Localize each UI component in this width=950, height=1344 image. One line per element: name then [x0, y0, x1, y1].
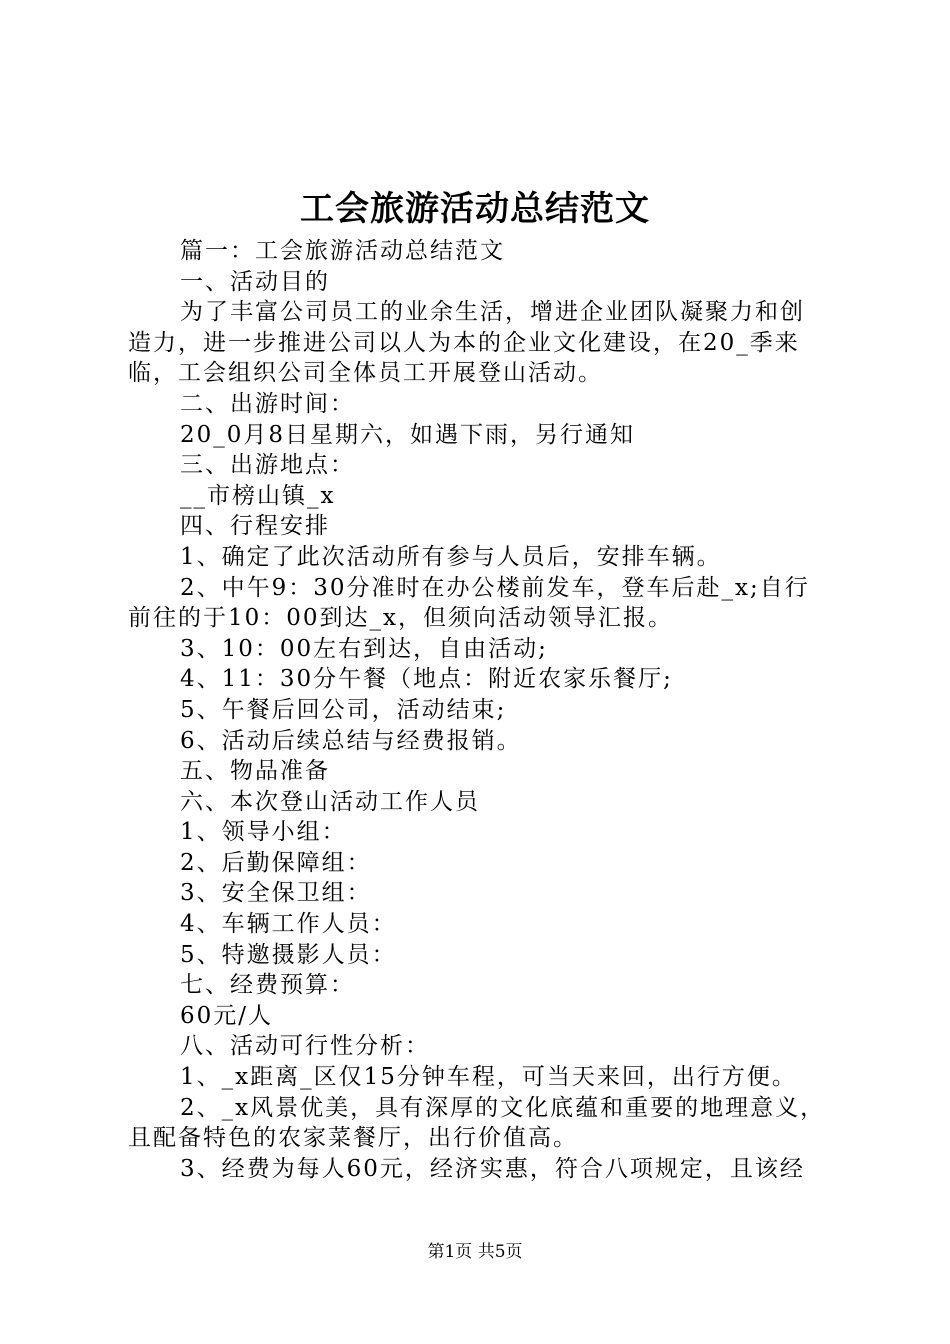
body-line: 4、车辆工作人员：	[180, 911, 397, 938]
body-line: 篇一：工会旅游活动总结范文	[180, 238, 505, 264]
body-line: 1、确定了此次活动所有参与人员后，安排车辆。	[180, 543, 722, 570]
body-line: 一、活动目的	[180, 268, 330, 295]
document-title: 工会旅游活动总结范文	[300, 189, 650, 229]
body-line: 4、11：30分午餐（地点：附近农家乐餐厅;	[180, 666, 673, 693]
body-line: 60元/人	[180, 1002, 274, 1029]
body-line: 前往的于10：00到达_x，但须向活动领导汇报。	[128, 605, 674, 632]
body-line: 四、行程安排	[180, 513, 330, 540]
body-line: 2、后勤保障组：	[180, 849, 372, 876]
body-line: 3、安全保卫组：	[180, 880, 372, 907]
body-line: 6、活动后续总结与经费报销。	[180, 727, 522, 754]
body-line: 五、物品准备	[180, 758, 330, 785]
body-line: 八、活动可行性分析：	[180, 1033, 430, 1060]
body-line: 2、_x风景优美，具有深厚的文化底蕴和重要的地理意义，	[180, 1094, 826, 1121]
body-line: 2、中午9：30分准时在办公楼前发车，登车后赴_x;自行	[180, 574, 810, 601]
body-line: 5、午餐后回公司，活动结束;	[180, 696, 507, 723]
body-line: 3、经费为每人60元，经济实惠，符合八项规定，且该经	[180, 1155, 805, 1182]
body-line: 临，工会组织公司全体员工开展登山活动。	[128, 360, 603, 387]
body-line: 七、经费预算：	[180, 972, 355, 999]
body-line: 5、特邀摄影人员：	[180, 941, 397, 968]
body-line: 造力，进一步推进公司以人为本的企业文化建设，在20_季来	[128, 329, 800, 356]
body-line: 20_0月8日星期六，如遇下雨，另行通知	[180, 421, 636, 448]
body-line: 1、领导小组：	[180, 819, 347, 846]
body-line: 且配备特色的农家菜餐厅，出行价值高。	[128, 1125, 578, 1152]
body-line: 二、出游时间：	[180, 390, 355, 417]
body-line: 三、出游地点：	[180, 452, 355, 479]
page-footer: 第1页 共5页	[427, 1242, 523, 1262]
body-line: 1、_x距离_区仅15分钟车程，可当天来回，出行方便。	[180, 1064, 797, 1091]
body-line: 3、10：00左右到达，自由活动;	[180, 635, 548, 662]
body-line: __市榜山镇_x	[180, 482, 336, 509]
body-line: 六、本次登山活动工作人员	[180, 788, 480, 815]
document-body	[128, 236, 838, 1184]
body-line: 为了丰富公司员工的业余生活，增进企业团队凝聚力和创	[180, 299, 805, 326]
